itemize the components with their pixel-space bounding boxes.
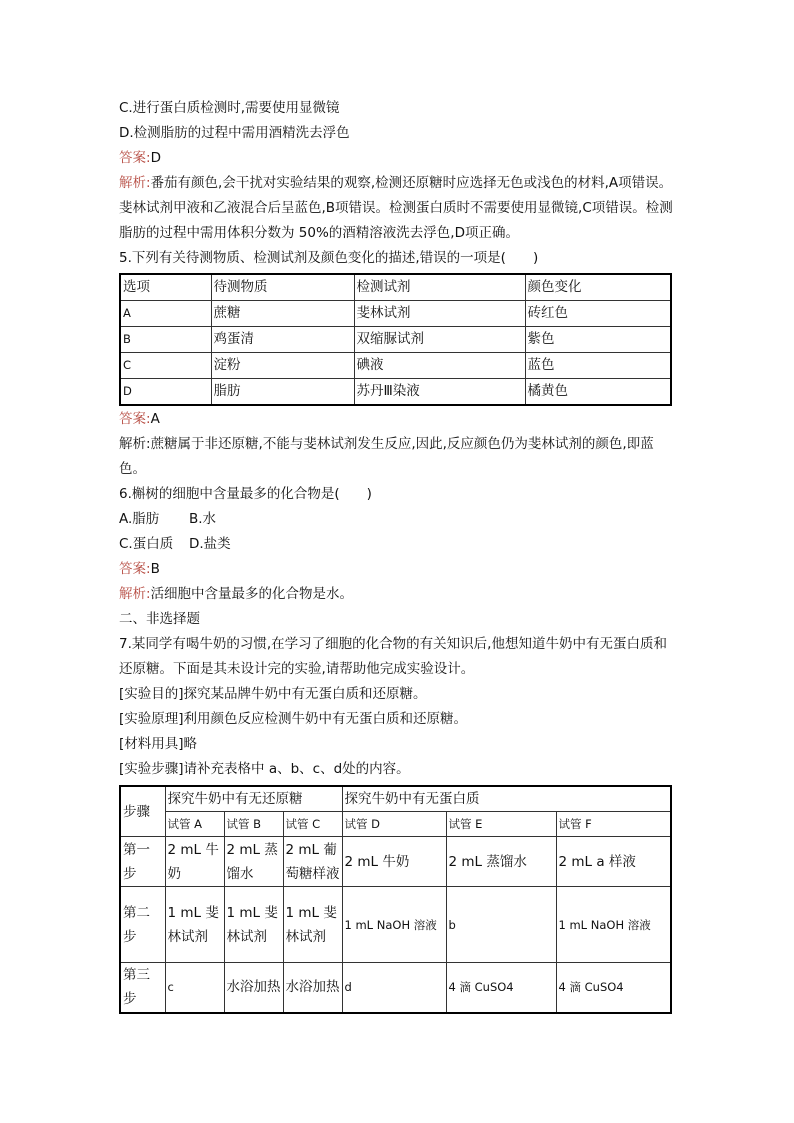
table-cell: 脂肪 <box>211 379 354 406</box>
table-cell: 1 mL NaOH 溶液 <box>556 887 671 963</box>
analysis-label: 解析: <box>119 586 151 602</box>
table-row <box>120 379 671 406</box>
table-cell: 2 mL 蒸馏水 <box>446 837 556 887</box>
analysis-label: 解析: <box>119 175 151 191</box>
table-cell: D <box>120 379 211 406</box>
table-cell: 1 mL 斐林试剂 <box>224 887 283 963</box>
option-c: C.进行蛋白质检测时,需要使用显微镜 <box>119 100 340 116</box>
answer-label: 答案: <box>119 411 151 427</box>
step-label: 第三步 <box>120 963 165 1013</box>
option-b: B.水 <box>189 511 217 527</box>
table-cell: 水浴加热 <box>224 963 283 1013</box>
tube-header: 试管 A <box>165 812 224 837</box>
table-row <box>120 353 671 379</box>
answer-value: D <box>150 150 161 166</box>
table-cell: 2 mL 蒸馏水 <box>224 837 283 887</box>
table-row <box>120 837 671 887</box>
table-header: 检测试剂 <box>354 274 525 301</box>
answer-value: A <box>150 411 160 427</box>
group-header-protein: 探究牛奶中有无蛋白质 <box>342 786 671 812</box>
table-cell: 4 滴 CuSO4 <box>556 963 671 1013</box>
option-a: A.脂肪 <box>119 511 160 527</box>
answer-value: B <box>150 561 160 577</box>
analysis-5 <box>119 432 675 482</box>
answer-label: 答案: <box>119 150 151 166</box>
step-label: 第二步 <box>120 887 165 963</box>
table-cell: 2 mL 葡萄糖样液 <box>283 837 342 887</box>
table-row <box>120 301 671 327</box>
tube-header: 试管 D <box>342 812 446 837</box>
table-cell: 蓝色 <box>525 353 671 379</box>
option-d: D.检测脂肪的过程中需用酒精洗去浮色 <box>119 125 350 141</box>
table-cell: B <box>120 327 211 353</box>
experiment-principle: [实验原理]利用颜色反应检测牛奶中有无蛋白质和还原糖。 <box>119 711 468 727</box>
table-cell: 1 mL 斐林试剂 <box>165 887 224 963</box>
experiment-purpose: [实验目的]探究某品牌牛奶中有无蛋白质和还原糖。 <box>119 686 427 702</box>
table-cell: 水浴加热 <box>283 963 342 1013</box>
table-cell: A <box>120 301 211 327</box>
question-6: 6.槲树的细胞中含量最多的化合物是( ) <box>119 486 372 502</box>
table-cell: C <box>120 353 211 379</box>
answer-4 <box>119 146 675 171</box>
table-cell: b <box>446 887 556 963</box>
document-page <box>119 96 675 1014</box>
step-label: 第一步 <box>120 837 165 887</box>
table-row <box>120 327 671 353</box>
table-header: 颜色变化 <box>525 274 671 301</box>
analysis-4 <box>119 171 675 246</box>
answer-label: 答案: <box>119 561 151 577</box>
section-heading: 二、非选择题 <box>119 611 200 627</box>
analysis-label: 解析: <box>119 436 151 452</box>
answer-5 <box>119 407 675 432</box>
analysis-text: 活细胞中含量最多的化合物是水。 <box>150 586 354 602</box>
table-cell: 2 mL 牛奶 <box>165 837 224 887</box>
table-cell: 砖红色 <box>525 301 671 327</box>
options-6-ab <box>119 507 675 532</box>
table-cell: 碘液 <box>354 353 525 379</box>
tube-header: 试管 F <box>556 812 671 837</box>
tube-header: 试管 C <box>283 812 342 837</box>
question-5: 5.下列有关待测物质、检测试剂及颜色变化的描述,错误的一项是( ) <box>119 250 539 266</box>
table-cell: 4 滴 CuSO4 <box>446 963 556 1013</box>
tube-header: 试管 E <box>446 812 556 837</box>
table-7 <box>119 785 672 1014</box>
table-header-row <box>120 812 671 837</box>
table-cell: 淀粉 <box>211 353 354 379</box>
table-cell: 1 mL NaOH 溶液 <box>342 887 446 963</box>
option-d: D.盐类 <box>189 536 231 552</box>
experiment-steps: [实验步骤]请补充表格中 a、b、c、d处的内容。 <box>119 761 410 777</box>
question-7: 7.某同学有喝牛奶的习惯,在学习了细胞的化合物的有关知识后,他想知道牛奶中有无蛋白质和还原糖。下面是其未设计完的实验,请帮助他完成实验设计。 <box>119 636 667 677</box>
table-cell: 蔗糖 <box>211 301 354 327</box>
table-cell: 1 mL 斐林试剂 <box>283 887 342 963</box>
table-cell: 2 mL 牛奶 <box>342 837 446 887</box>
group-header-sugar: 探究牛奶中有无还原糖 <box>165 786 342 812</box>
table-row <box>120 887 671 963</box>
table-cell: c <box>165 963 224 1013</box>
analysis-text: 蔗糖属于非还原糖,不能与斐林试剂发生反应,因此,反应颜色仍为斐林试剂的颜色,即蓝色。 <box>119 436 654 477</box>
table-cell: 斐林试剂 <box>354 301 525 327</box>
table-header: 选项 <box>120 274 211 301</box>
analysis-text: 番茄有颜色,会干扰对实验结果的观察,检测还原糖时应选择无色或浅色的材料,A项错误。斐林试剂甲液和乙液混合后呈蓝色,B项错误。检测蛋白质时不需要使用显微镜,C项错误。检测脂肪的过程中需用体积分数为 50%的酒精溶液洗去浮色,D项正确。 <box>119 175 673 241</box>
table-header-row <box>120 786 671 812</box>
tube-header: 试管 B <box>224 812 283 837</box>
table-cell: 鸡蛋清 <box>211 327 354 353</box>
table-cell: 双缩脲试剂 <box>354 327 525 353</box>
answer-6 <box>119 557 675 582</box>
options-6-cd <box>119 532 675 557</box>
table-cell: 苏丹Ⅲ染液 <box>354 379 525 406</box>
step-header: 步骤 <box>120 786 165 837</box>
option-c: C.蛋白质 <box>119 536 174 552</box>
table-cell: d <box>342 963 446 1013</box>
experiment-materials: [材料用具]略 <box>119 736 198 752</box>
table-header-row <box>120 274 671 301</box>
table-5 <box>119 273 672 406</box>
table-cell: 橘黄色 <box>525 379 671 406</box>
analysis-6 <box>119 582 675 607</box>
table-header: 待测物质 <box>211 274 354 301</box>
table-row <box>120 963 671 1013</box>
table-cell: 紫色 <box>525 327 671 353</box>
table-cell: 2 mL a 样液 <box>556 837 671 887</box>
